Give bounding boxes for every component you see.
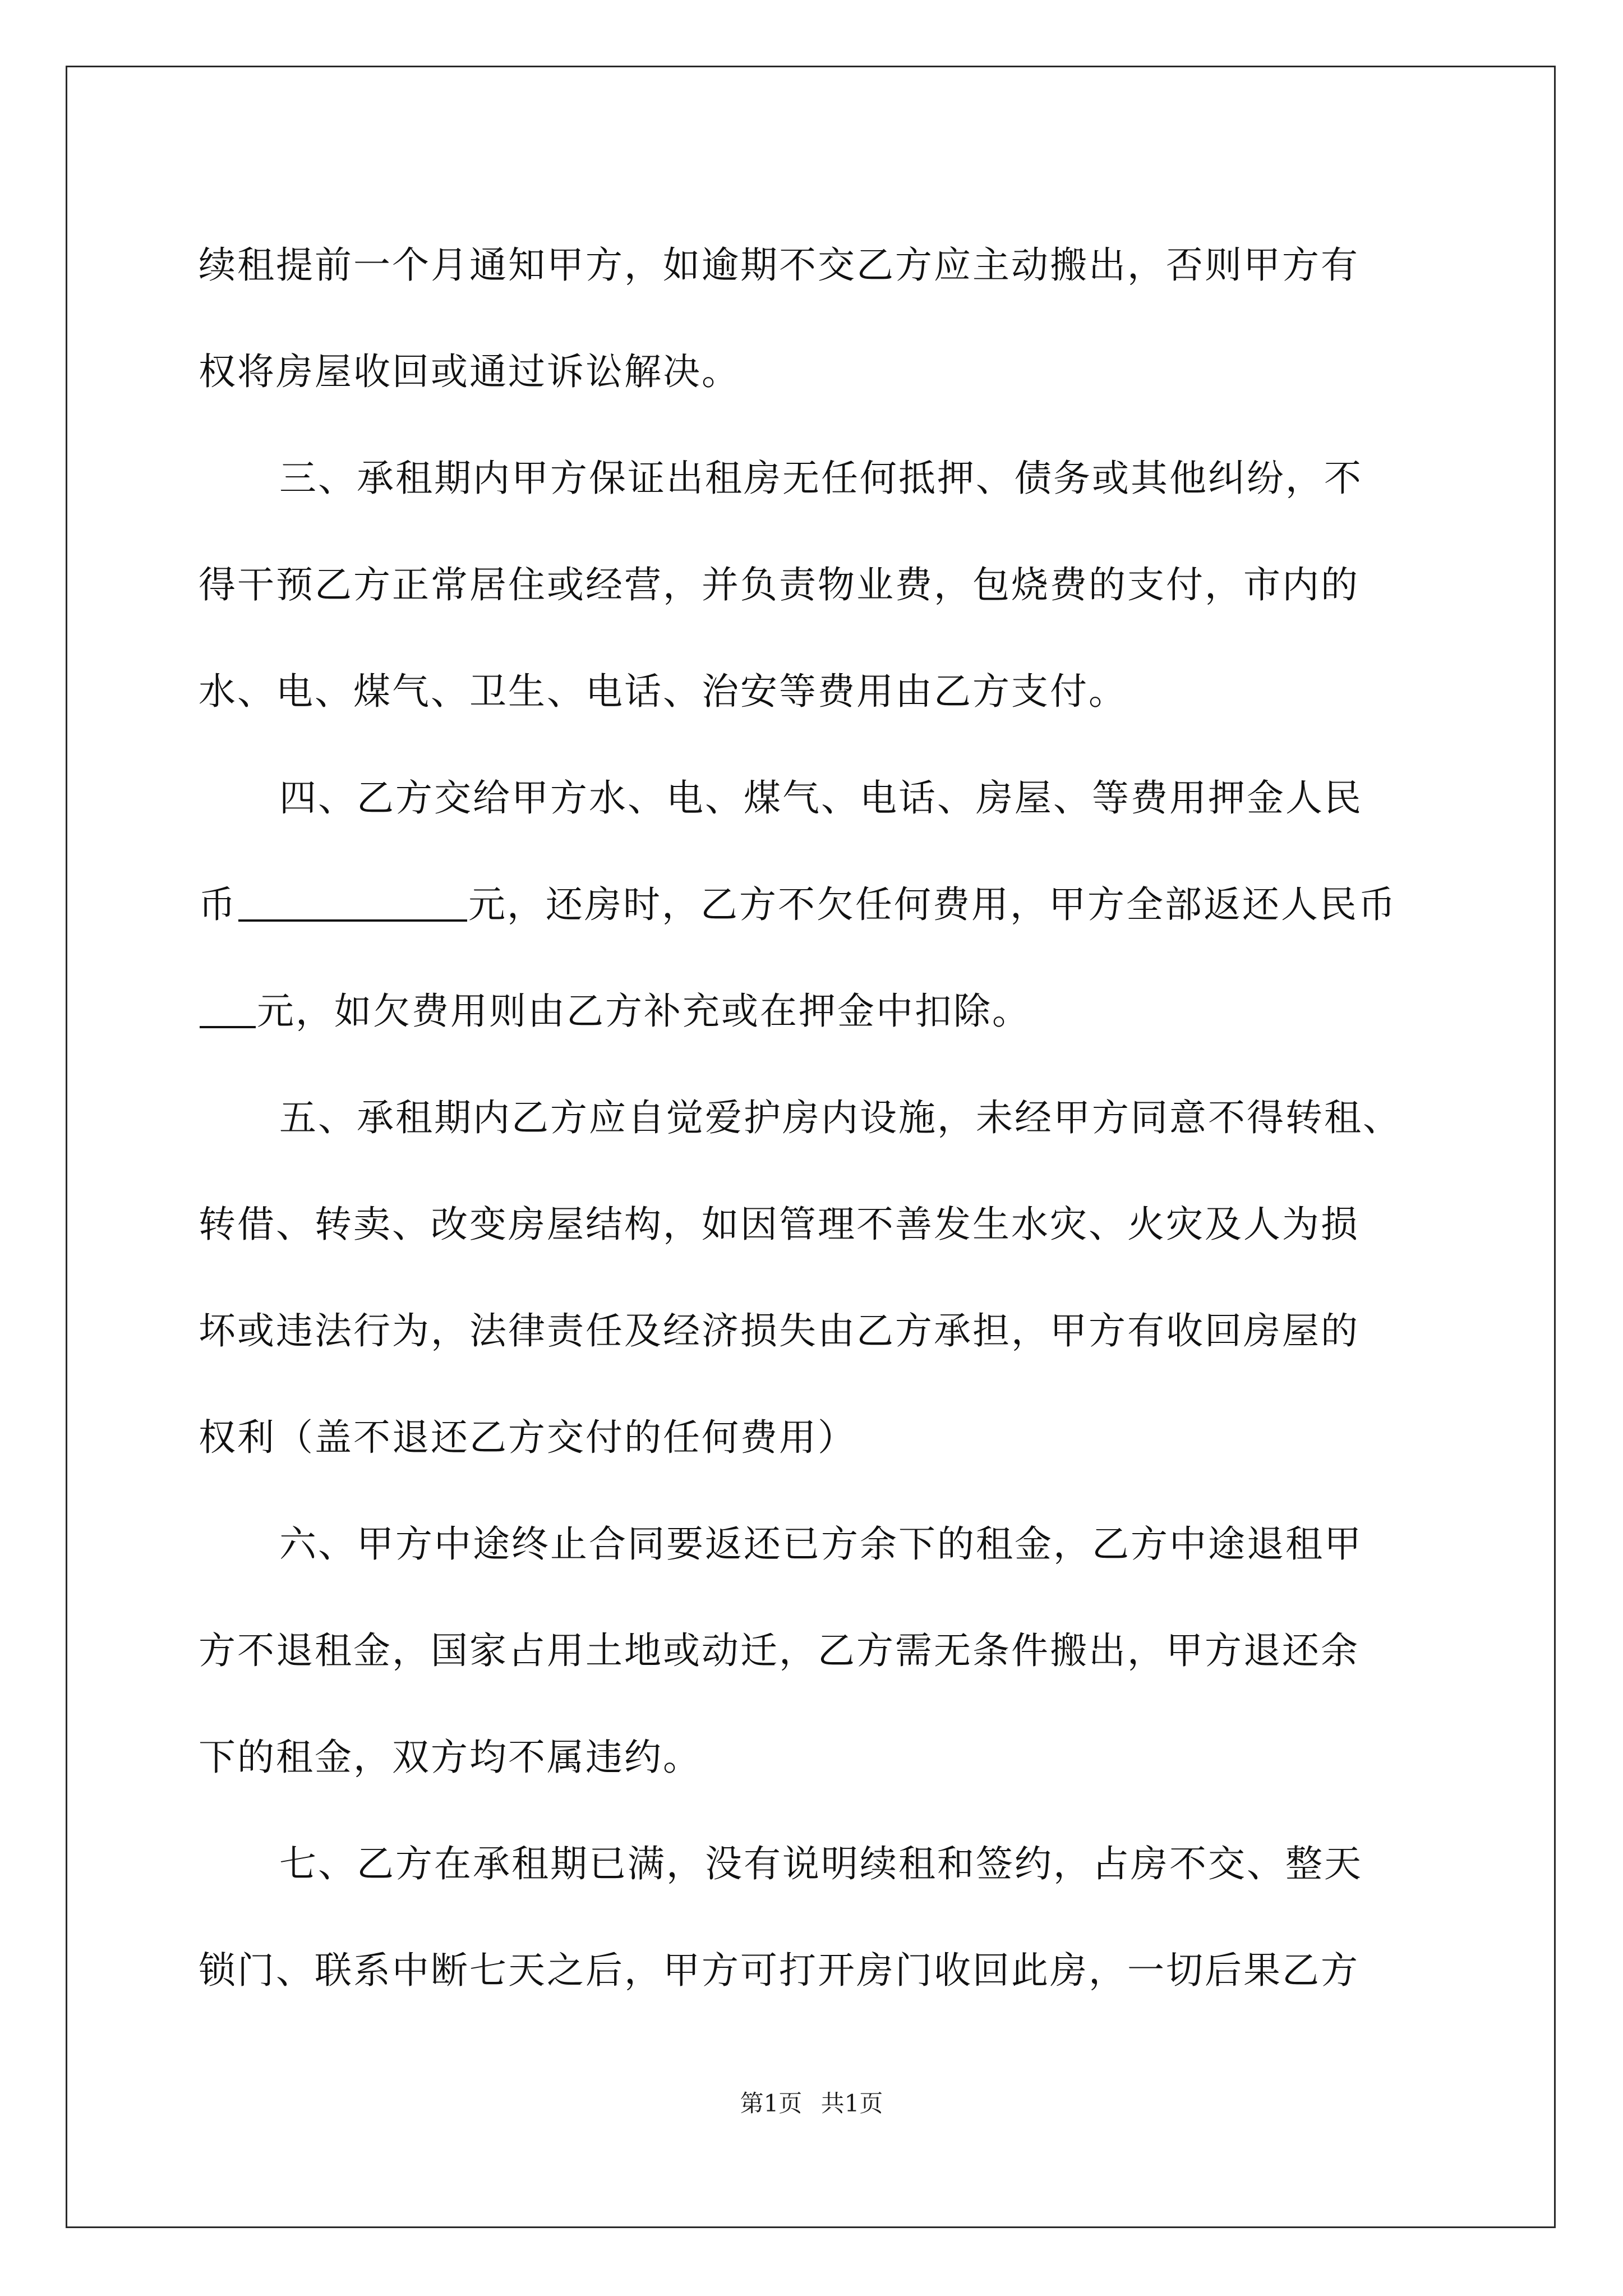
text-line: 转借、转卖、改变房屋结构，如因管理不善发生水灾、火灾及人为损	[199, 1203, 1359, 1246]
text-line: 方不退租金，国家占用土地或动迁，乙方需无条件搬出，甲方退还余	[199, 1629, 1359, 1672]
deposit-suffix: 元，还房时，乙方不欠任何费用，甲方全部返还人民币	[468, 883, 1397, 926]
text-line: 坏或违法行为，法律责任及经济损失由乙方承担，甲方有收回房屋的	[199, 1309, 1359, 1352]
clause-7-line: 七、乙方在承租期已满，没有说明续租和签约，占房不交、整天	[279, 1842, 1363, 1885]
clause-5-line: 五、承租期内乙方应自觉爱护房内设施，未经甲方同意不得转租、	[279, 1096, 1401, 1139]
text-line: 锁门、联系中断七天之后，甲方可打开房门收回此房，一切后果乙方	[199, 1949, 1359, 1992]
document-body	[199, 212, 1432, 2024]
clause-3-line: 三、承租期内甲方保证出租房无任何抵押、债务或其他纠纷，不	[279, 457, 1363, 500]
deposit-prefix: 币	[199, 883, 237, 926]
text-line: 权将房屋收回或通过诉讼解决。	[199, 350, 740, 393]
text-line: 权利（盖不退还乙方交付的任何费用）	[199, 1416, 856, 1459]
text-line: 下的租金，双方均不属违约。	[199, 1736, 702, 1779]
text-line: 得干预乙方正常居住或经营，并负责物业费，包烧费的支付，市内的	[199, 563, 1359, 606]
clause-6-line: 六、甲方中途终止合同要返还已方余下的租金，乙方中途退租甲	[279, 1522, 1363, 1566]
refund-amount-blank[interactable]	[200, 989, 256, 1028]
clause-4-line: 四、乙方交给甲方水、电、煤气、电话、房屋、等费用押金人民	[279, 776, 1363, 820]
page-total: 共1页	[820, 2090, 883, 2117]
deposit-line	[199, 852, 1432, 958]
page-number: 第1页	[740, 2090, 803, 2117]
text-line: 水、电、煤气、卫生、电话、治安等费用由乙方支付。	[199, 670, 1127, 713]
refund-suffix: 元，如欠费用则由乙方补充或在押金中扣除。	[257, 990, 1031, 1033]
deposit-amount-blank[interactable]	[238, 882, 467, 922]
page-footer	[0, 2087, 1623, 2120]
text-line: 续租提前一个月通知甲方，如逾期不交乙方应主动搬出，否则甲方有	[199, 243, 1359, 287]
refund-line	[199, 958, 1432, 1065]
